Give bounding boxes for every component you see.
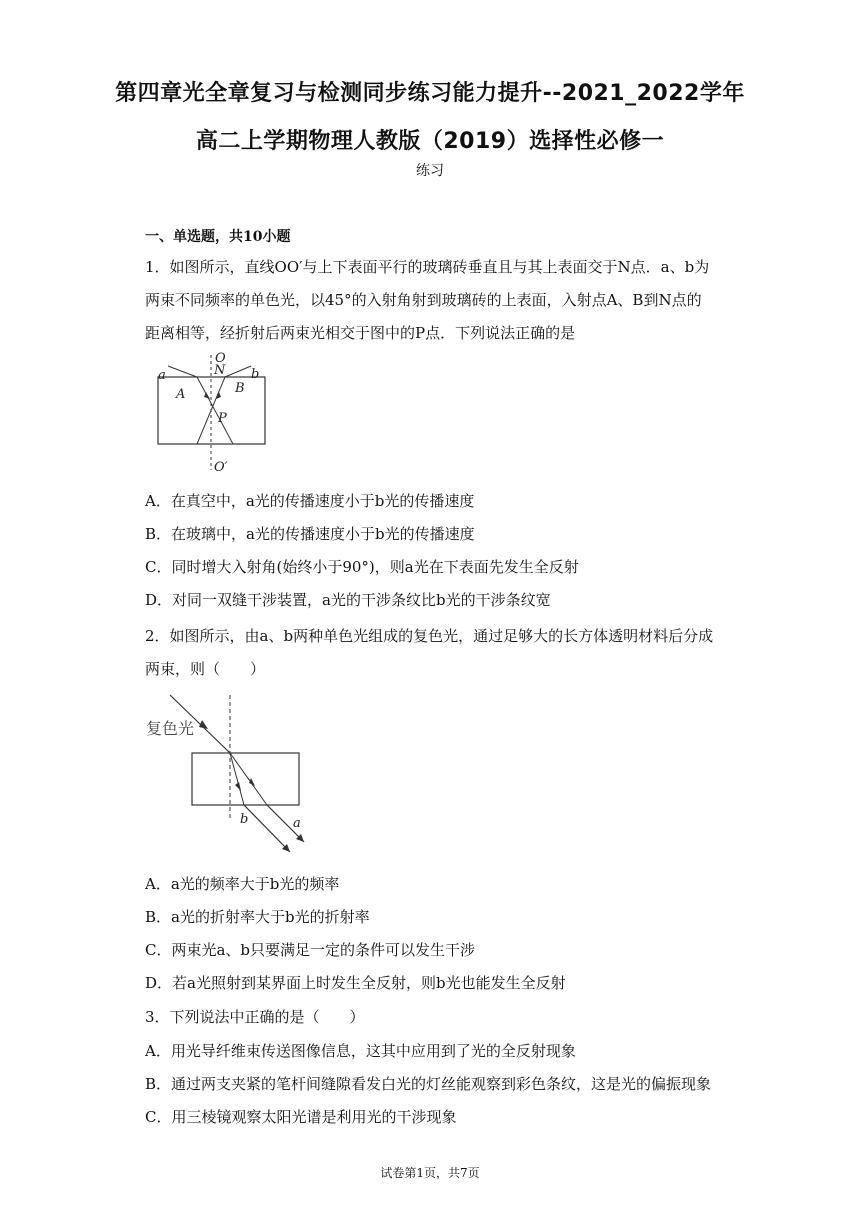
ray-a-incident <box>168 366 197 377</box>
composite-ray-arrow <box>199 720 208 729</box>
section-heading: 一、单选题，共10小题 <box>145 229 291 245</box>
ray-a-inside <box>230 753 267 805</box>
q1-figure <box>150 350 275 475</box>
q1-option-d: D．对同一双缝干涉装置，a光的干涉条纹比b光的干涉条纹宽 <box>145 591 551 609</box>
label-b: b <box>251 367 260 382</box>
q2-option-c: C．两束光a、b只要满足一定的条件可以发生干涉 <box>145 941 476 959</box>
q3-option-c: C．用三棱镜观察太阳光谱是利用光的干涉现象 <box>145 1108 457 1126</box>
ray-a-inside-arrow <box>249 778 255 786</box>
transparent-block <box>192 753 299 805</box>
q1-stem-line2: 两束不同频率的单色光，以45°的入射角射到玻璃砖的上表面，入射点A、B到N点的 <box>145 291 702 309</box>
label-a: a <box>293 816 301 831</box>
q1-option-a: A．在真空中，a光的传播速度小于b光的传播速度 <box>145 492 475 510</box>
ray-a-refracted <box>197 377 233 444</box>
q1-option-b: B．在玻璃中，a光的传播速度小于b光的传播速度 <box>145 525 475 543</box>
ray-a-arrow <box>204 392 210 399</box>
label-O: O <box>215 351 226 366</box>
document-title-line1: 第四章光全章复习与检测同步练习能力提升--2021_2022学年 <box>115 81 745 106</box>
label-P: P <box>218 411 227 426</box>
q2-option-b: B．a光的折射率大于b光的折射率 <box>145 908 370 926</box>
q3-option-a: A．用光导纤维束传送图像信息，这其中应用到了光的全反射现象 <box>145 1042 576 1060</box>
ray-b-inside <box>230 753 244 805</box>
label-O-prime: O′ <box>214 460 228 475</box>
ray-b-incident <box>225 366 251 377</box>
label-b: b <box>240 812 249 827</box>
q3-stem-line1: 3．下列说法中正确的是（ ） <box>145 1008 365 1026</box>
q2-figure <box>140 690 320 860</box>
label-a: a <box>158 368 166 383</box>
page-footer: 试卷第1页，共7页 <box>380 1166 480 1180</box>
ray-b-exit <box>244 805 290 852</box>
q2-stem-line1: 2．如图所示，由a、b两种单色光组成的复色光，通过足够大的长方体透明材料后分成 <box>145 627 714 645</box>
q1-stem-line1: 1．如图所示，直线OO′与上下表面平行的玻璃砖垂直且与其上表面交于N点．a、b为 <box>145 258 710 276</box>
label-composite-light: 复色光 <box>146 719 195 738</box>
document-title-line2: 高二上学期物理人教版（2019）选择性必修一 <box>195 129 665 154</box>
ray-b-inside-arrow <box>235 782 241 791</box>
q1-stem-line3: 距离相等，经折射后两束光相交于图中的P点．下列说法正确的是 <box>145 324 576 342</box>
q3-option-b: B．通过两支夹紧的笔杆间缝隙看发白光的灯丝能观察到彩色条纹，这是光的偏振现象 <box>145 1075 712 1093</box>
q2-option-a: A．a光的频率大于b光的频率 <box>145 875 340 893</box>
document-subtitle: 练习 <box>416 163 444 179</box>
q2-option-d: D．若a光照射到某界面上时发生全反射，则b光也能发生全反射 <box>145 974 566 992</box>
label-A: A <box>176 387 186 402</box>
label-N: N <box>214 363 226 378</box>
label-B: B <box>235 381 245 396</box>
q2-stem-line2: 两束，则（ ） <box>145 660 266 678</box>
q1-option-c: C．同时增大入射角(始终小于90°)，则a光在下表面先发生全反射 <box>145 558 579 576</box>
